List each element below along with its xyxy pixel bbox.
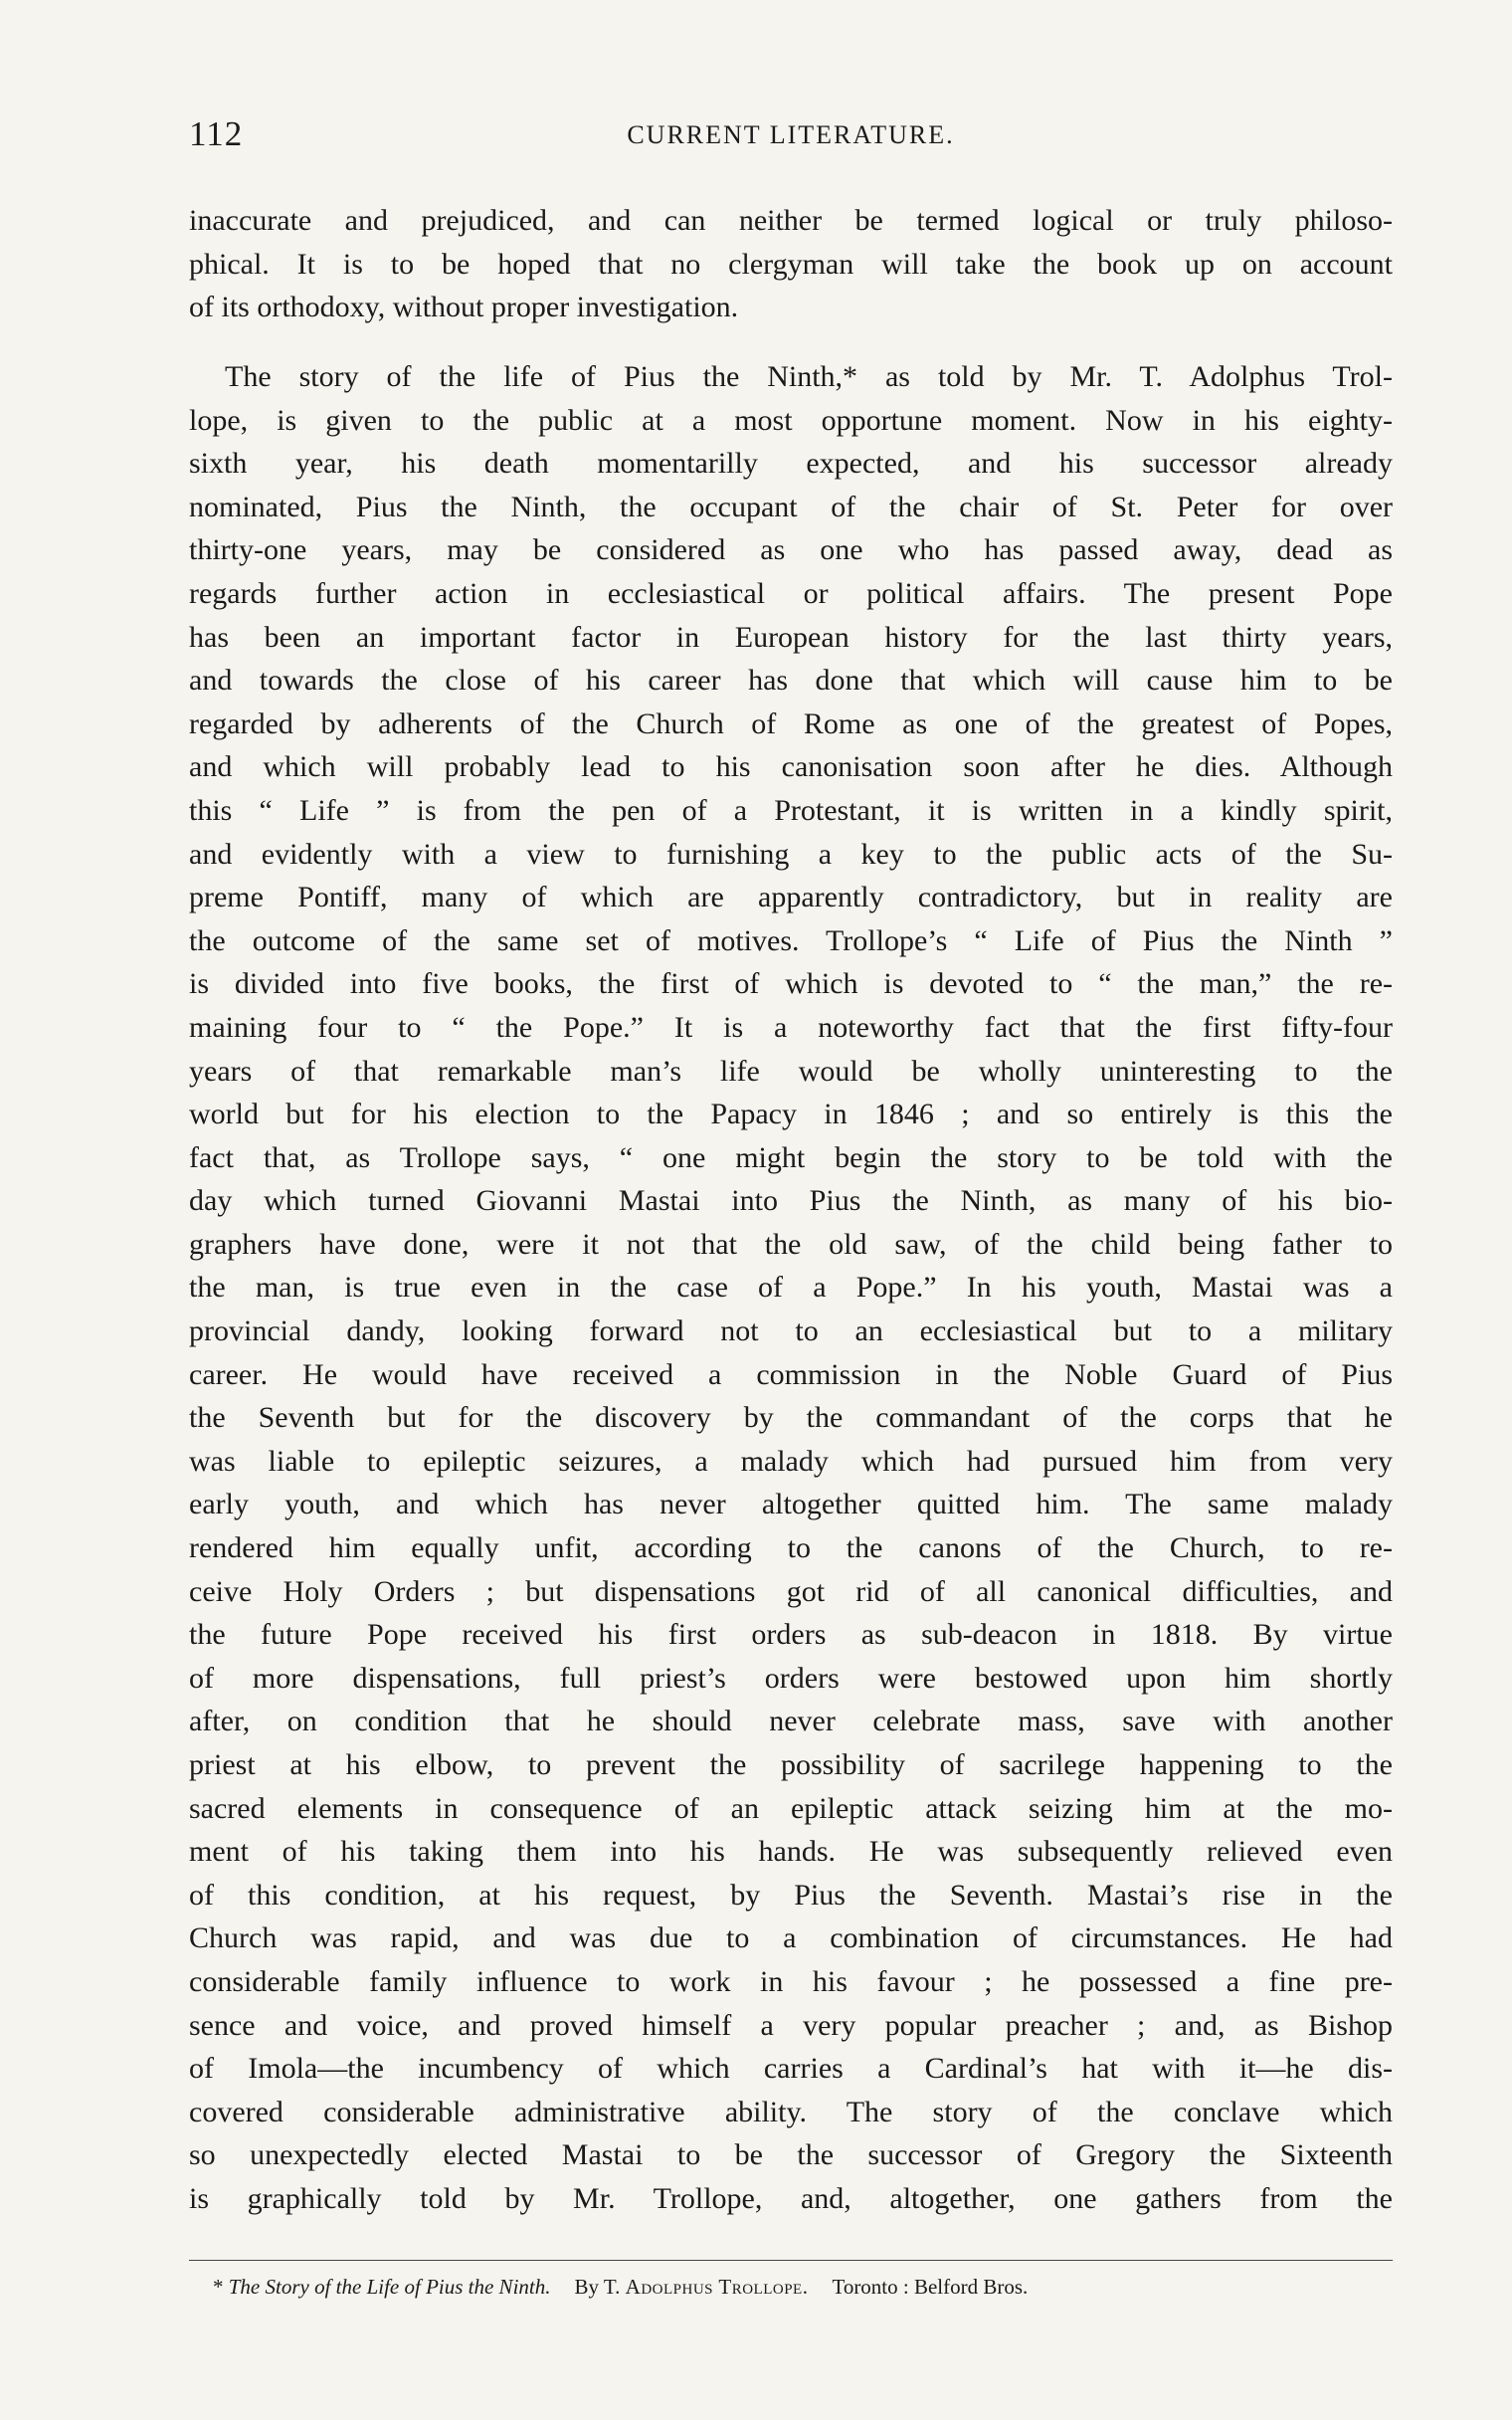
text-line: is graphically told by Mr. Trollope, and, altogether, one gathers from the: [189, 2181, 1393, 2215]
text-line: early youth, and which has never altogether quitted him. The same malady: [189, 1488, 1393, 1521]
text-line: of its orthodoxy, without proper investigation.: [189, 291, 739, 324]
text-line: inaccurate and prejudiced, and can neither be termed logical or truly philoso-: [189, 204, 1393, 237]
text-line: the Seventh but for the discovery by the commandant of the corps that he: [189, 1401, 1393, 1435]
text-line: The story of the life of Pius the Ninth,* as told by Mr. T. Adolphus Trol-: [225, 360, 1393, 393]
text-line: and evidently with a view to furnishing a key to the public acts of the Su-: [189, 837, 1393, 871]
text-line: and which will probably lead to his canonisation soon after he dies. Although: [189, 750, 1393, 784]
running-title: CURRENT LITERATURE.: [627, 120, 955, 149]
text-line: priest at his elbow, to prevent the possibility of sacrilege happening to the: [189, 1748, 1393, 1781]
footnote-book-title: The Story of the Life of Pius the Ninth.: [228, 2275, 551, 2299]
text-line: considerable family influence to work in his favour ; he possessed a fine pre-: [189, 1964, 1393, 1998]
text-line: world but for his election to the Papacy in 1846 ; and so entirely is this the: [189, 1098, 1393, 1131]
text-line: regarded by adherents of the Church of Rome as one of the greatest of Popes,: [189, 706, 1393, 740]
text-line: lope, is given to the public at a most opportune moment. Now in his eighty-: [189, 403, 1393, 437]
text-line: day which turned Giovanni Mastai into Pius the Ninth, as many of his bio-: [189, 1184, 1393, 1218]
text-line: rendered him equally unfit, according to the canons of the Church, to re-: [189, 1531, 1393, 1565]
text-line: ment of his taking them into his hands. He was subsequently relieved even: [189, 1835, 1393, 1869]
text-line: this “ Life ” is from the pen of a Protestant, it is written in a kindly spirit,: [189, 793, 1393, 827]
footnote: [213, 2272, 1397, 2302]
text-line: the outcome of the same set of motives. Trollope’s “ Life of Pius the Ninth ”: [189, 923, 1393, 957]
text-line: was liable to epileptic seizures, a malady which had pursued him from very: [189, 1444, 1393, 1478]
page-header: [189, 114, 1393, 164]
text-line: fact that, as Trollope says, “ one might begin the story to be told with the: [189, 1140, 1393, 1174]
text-line: of Imola—the incumbency of which carries a Cardinal’s hat with it—he dis-: [189, 2052, 1393, 2086]
text-line: regards further action in ecclesiastical or political affairs. The present Pope: [189, 576, 1393, 610]
text-line: ceive Holy Orders ; but dispensations got rid of all canonical difficulties, and: [189, 1574, 1393, 1608]
text-line: maining four to “ the Pope.” It is a noteworthy fact that the first fifty-four: [189, 1010, 1393, 1044]
text-line: of more dispensations, full priest’s orders were bestowed upon him shortly: [189, 1661, 1393, 1695]
footnote-divider: [189, 2260, 1393, 2261]
text-line: sacred elements in consequence of an epileptic attack seizing him at the mo-: [189, 1791, 1393, 1825]
text-line: so unexpectedly elected Mastai to be the successor of Gregory the Sixteenth: [189, 2138, 1393, 2172]
text-line: phical. It is to be hoped that no clergyman will take the book up on account: [189, 247, 1393, 281]
text-line: thirty-one years, may be considered as one who has passed away, dead as: [189, 533, 1393, 567]
footnote-publisher: Toronto : Belford Bros.: [832, 2275, 1029, 2299]
text-line: and towards the close of his career has done that which will cause him to be: [189, 664, 1393, 698]
text-line: the future Pope received his first orders as sub-deacon in 1818. By virtue: [189, 1618, 1393, 1652]
text-line: after, on condition that he should never celebrate mass, save with another: [189, 1705, 1393, 1738]
text-line: sence and voice, and proved himself a very popular preacher ; and, as Bishop: [189, 2008, 1393, 2042]
text-line: nominated, Pius the Ninth, the occupant of the chair of St. Peter for over: [189, 490, 1393, 523]
paragraph-pius-ninth-review: [189, 355, 1393, 2221]
text-line: provincial dandy, looking forward not to an ecclesiastical but to a military: [189, 1314, 1393, 1348]
text-line: has been an important factor in European history for the last thirty years,: [189, 620, 1393, 654]
footnote-marker: *: [213, 2275, 229, 2299]
footnote-by: By T.: [574, 2275, 626, 2299]
text-line: the man, is true even in the case of a Pope.” In his youth, Mastai was a: [189, 1271, 1393, 1305]
text-line: is divided into five books, the first of which is devoted to “ the man,” the re-: [189, 967, 1393, 1001]
text-line: covered considerable administrative ability. The story of the conclave which: [189, 2095, 1393, 2128]
text-line: career. He would have received a commission in the Noble Guard of Pius: [189, 1357, 1393, 1391]
text-line: preme Pontiff, many of which are apparently contradictory, but in reality are: [189, 881, 1393, 914]
text-line: years of that remarkable man’s life would be wholly uninteresting to the: [189, 1054, 1393, 1088]
text-line: sixth year, his death momentarilly expected, and his successor already: [189, 447, 1393, 481]
footnote-author: Adolphus Trollope.: [625, 2275, 809, 2299]
paragraph-continuation: [189, 199, 1393, 329]
page-number: 112: [189, 114, 244, 153]
text-line: of this condition, at his request, by Pius the Seventh. Mastai’s rise in the: [189, 1878, 1393, 1912]
text-line: Church was rapid, and was due to a combination of circumstances. He had: [189, 1921, 1393, 1955]
text-line: graphers have done, were it not that the old saw, of the child being father to: [189, 1227, 1393, 1261]
